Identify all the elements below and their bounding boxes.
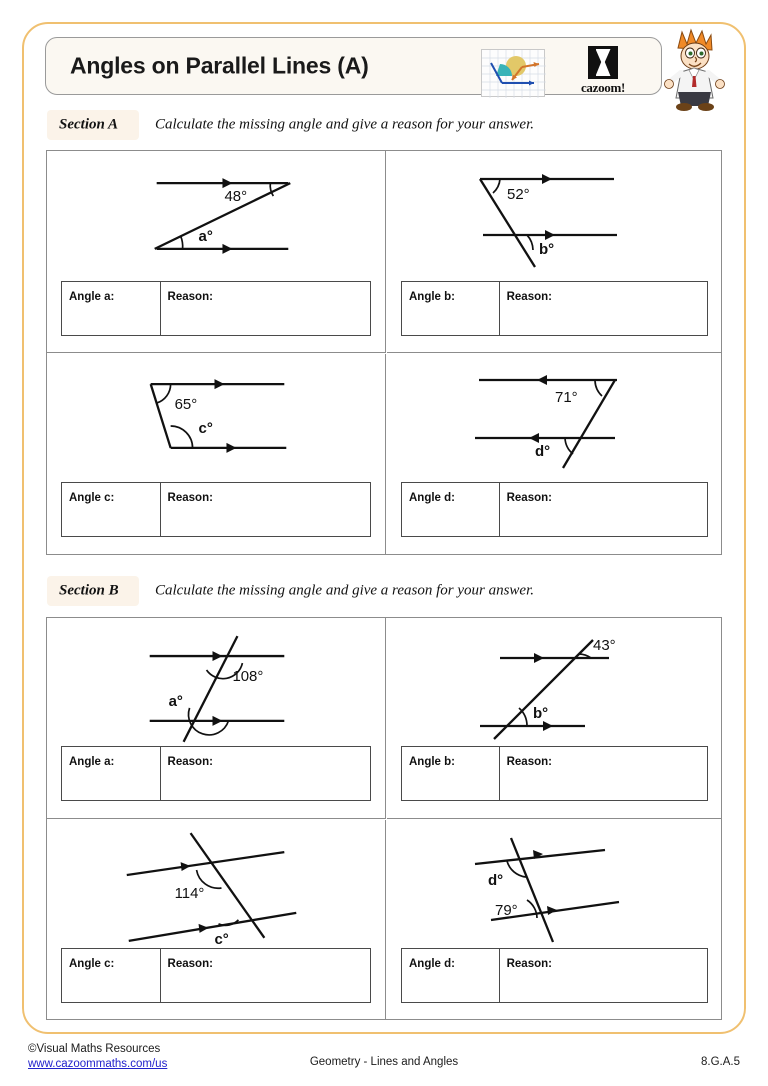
question-b4 xyxy=(387,820,721,1019)
section-b-label: Section B xyxy=(59,582,119,599)
answer-box-b4[interactable] xyxy=(401,948,708,1003)
unknown-label-b1: a° xyxy=(168,692,183,710)
cazoom-wordmark-text: cazoom! xyxy=(580,80,626,95)
diagram-b4 xyxy=(387,820,721,948)
answer-angle-cell-a2[interactable] xyxy=(402,282,500,335)
angle-value-a1: 48° xyxy=(224,188,248,206)
unknown-label-b4: d° xyxy=(488,872,504,889)
answer-reason-cell-b4[interactable] xyxy=(500,949,707,1002)
section-a-header xyxy=(47,110,667,140)
question-b2 xyxy=(387,618,721,819)
footer-website-link[interactable]: www.cazoommaths.com/us xyxy=(28,1058,168,1070)
angle-grid-icon xyxy=(481,49,545,97)
section-a-label: Section A xyxy=(59,116,119,133)
section-a-instruction: Calculate the missing angle and give a reason for your answer. xyxy=(155,116,534,133)
angle-value-b4: 79° xyxy=(495,902,518,919)
page-title: Angles on Parallel Lines (A) xyxy=(70,52,369,79)
answer-box-a1[interactable] xyxy=(61,281,371,336)
answer-reason-label-a3: Reason: xyxy=(167,492,213,504)
answer-angle-label-a1: Angle a: xyxy=(69,291,115,303)
question-a1 xyxy=(47,151,386,353)
answer-angle-label-b1: Angle a: xyxy=(69,756,115,768)
answer-reason-label-b4: Reason: xyxy=(506,958,552,970)
answer-box-b3[interactable] xyxy=(61,948,371,1003)
unknown-label-b3: c° xyxy=(214,930,229,948)
answer-reason-label-b1: Reason: xyxy=(167,756,213,768)
page-footer xyxy=(0,1042,768,1086)
angle-value-b3: 114° xyxy=(174,884,205,902)
answer-angle-cell-a1[interactable] xyxy=(62,282,161,335)
cartoon-scientist-mascot xyxy=(658,26,730,112)
angle-value-b1: 108° xyxy=(232,668,264,686)
section-b-header xyxy=(47,576,667,606)
unknown-label-a2: b° xyxy=(539,241,555,258)
answer-reason-cell-a1[interactable] xyxy=(161,282,370,335)
diagram-b3 xyxy=(47,820,385,948)
diagram-a2 xyxy=(387,151,721,281)
answer-angle-label-a4: Angle d: xyxy=(409,492,455,504)
question-b3 xyxy=(47,820,386,1019)
answer-angle-label-b2: Angle b: xyxy=(409,756,455,768)
title-bar xyxy=(45,37,662,95)
question-b1 xyxy=(47,618,386,819)
diagram-b2 xyxy=(387,618,721,746)
diagram-b1 xyxy=(47,618,385,746)
question-a2 xyxy=(387,151,721,353)
footer-topic: Geometry - Lines and Angles xyxy=(309,1056,459,1068)
answer-angle-cell-b4[interactable] xyxy=(402,949,500,1002)
cazoom-mark-icon xyxy=(588,46,618,79)
answer-angle-label-b3: Angle c: xyxy=(69,958,115,970)
answer-angle-cell-b1[interactable] xyxy=(62,747,161,800)
question-a3 xyxy=(47,354,386,554)
answer-reason-label-b2: Reason: xyxy=(506,756,552,768)
footer-copyright: ©Visual Maths Resources xyxy=(28,1043,161,1055)
answer-box-a3[interactable] xyxy=(61,482,371,537)
answer-reason-cell-b1[interactable] xyxy=(161,747,370,800)
answer-reason-cell-b2[interactable] xyxy=(500,747,707,800)
question-a4 xyxy=(387,354,721,554)
answer-angle-cell-a4[interactable] xyxy=(402,483,500,536)
answer-angle-cell-b2[interactable] xyxy=(402,747,500,800)
answer-reason-cell-b3[interactable] xyxy=(161,949,370,1002)
answer-reason-label-b3: Reason: xyxy=(167,958,213,970)
angle-value-a3: 65° xyxy=(174,396,198,414)
answer-box-a2[interactable] xyxy=(401,281,708,336)
section-b-instruction: Calculate the missing angle and give a reason for your answer. xyxy=(155,582,534,599)
unknown-label-b2: b° xyxy=(533,705,549,722)
answer-reason-cell-a4[interactable] xyxy=(500,483,707,536)
angle-value-a4: 71° xyxy=(555,389,578,406)
section-a-grid xyxy=(46,150,722,555)
answer-box-a4[interactable] xyxy=(401,482,708,537)
diagram-a1 xyxy=(47,151,385,281)
answer-angle-label-a3: Angle c: xyxy=(69,492,115,504)
unknown-label-a4: d° xyxy=(535,443,551,460)
cazoom-logo xyxy=(567,46,639,98)
answer-reason-cell-a2[interactable] xyxy=(500,282,707,335)
answer-angle-cell-b3[interactable] xyxy=(62,949,161,1002)
answer-box-b2[interactable] xyxy=(401,746,708,801)
unknown-label-a3: c° xyxy=(198,419,213,437)
answer-reason-cell-a3[interactable] xyxy=(161,483,370,536)
unknown-label-a1: a° xyxy=(198,227,213,245)
footer-standard-code: 8.G.A.5 xyxy=(701,1056,740,1068)
section-b-grid xyxy=(46,617,722,1020)
angle-value-b2: 43° xyxy=(593,637,616,654)
answer-angle-cell-a3[interactable] xyxy=(62,483,161,536)
answer-angle-label-b4: Angle d: xyxy=(409,958,455,970)
answer-angle-label-a2: Angle b: xyxy=(409,291,455,303)
diagram-a3 xyxy=(47,354,385,482)
answer-reason-label-a2: Reason: xyxy=(506,291,552,303)
answer-box-b1[interactable] xyxy=(61,746,371,801)
answer-reason-label-a1: Reason: xyxy=(167,291,213,303)
diagram-a4 xyxy=(387,354,721,482)
answer-reason-label-a4: Reason: xyxy=(506,492,552,504)
angle-value-a2: 52° xyxy=(507,186,530,203)
